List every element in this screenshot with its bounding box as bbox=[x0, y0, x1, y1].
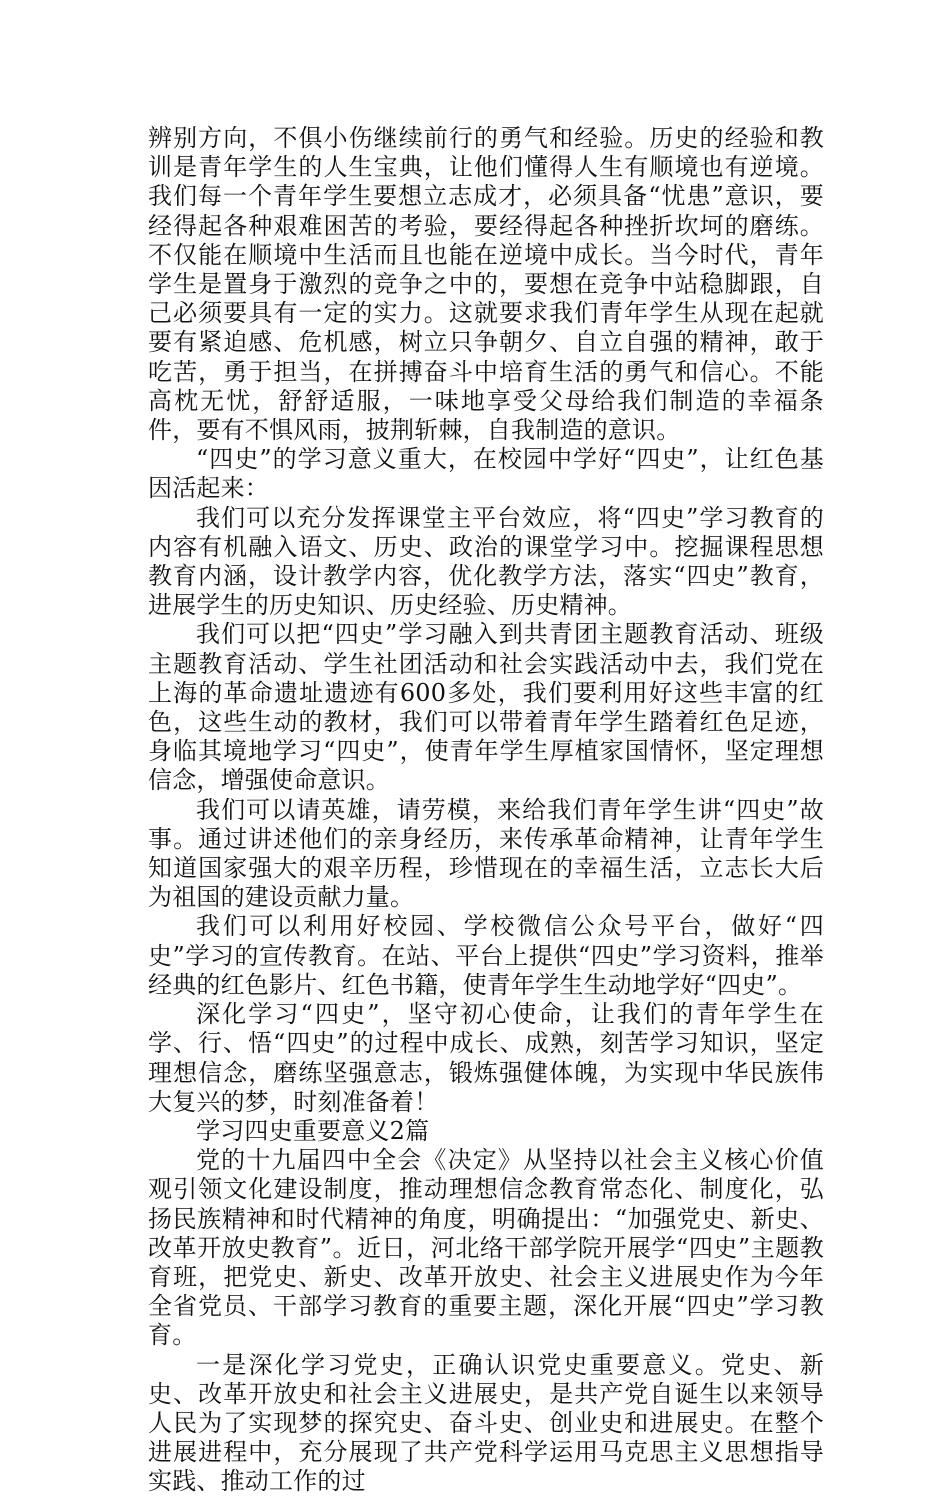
paragraph-classroom: 我们可以充分发挥课堂主平台效应，将“四史”学习教育的内容有机融入语文、历史、政治的课堂学习中。挖掘课程思想教育内涵，设计教学内容，优化教学方法，落实“四史”教育，进展学生的历史知识、历史经验、历史精神。 bbox=[148, 503, 824, 620]
paragraph-significance-intro: “四史”的学习意义重大，在校园中学好“四史”，让红色基因活起来： bbox=[148, 445, 824, 503]
paragraph-continuation: 辨别方向，不俱小伤继续前行的勇气和经验。历史的经验和教训是青年学生的人生宝典，让他们懂得人生有顺境也有逆境。我们每一个青年学生要想立志成才，必须具备“忧患”意识，要经得起各种艰难困苦的考验，要经得起各种挫折坎坷的磨练。不仅能在顺境中生活而且也能在逆境中成长。当今时代，青年学生是置身于激烈的竞争之中的，要想在竞争中站稳脚跟，自己必须要具有一定的实力。这就要求我们青年学生从现在起就要有紧迫感、危机感，树立只争朝夕、自立自强的精神，敢于吃苦，勇于担当，在拼搏奋斗中培育生活的勇气和信心。不能高枕无忧，舒舒适服，一味地享受父母给我们制造的幸福条件，要有不惧风雨，披荆斩棘，自我制造的意识。 bbox=[148, 124, 824, 445]
paragraph-decision: 党的十九届四中全会《决定》从坚持以社会主义核心价值观引领文化建设制度，推动理想信念教育常态化、制度化，弘扬民族精神和时代精神的角度，明确提出：“加强党史、新史、改革开放史教育”。近日，河北络干部学院开展学“四史”主题教育班，把党史、新史、改革开放史、社会主义进展史作为今年全省党员、干部学习教育的重要主题，深化开展“四史”学习教育。 bbox=[148, 1146, 824, 1350]
paragraph-point-one: 一是深化学习党史，正确认识党史重要意义。党史、新史、改革开放史和社会主义进展史，是共产党自诞生以来领导人民为了实现梦的探究史、奋斗史、创业史和进展史。在整个进展进程中，充分展现了共产党科学运用马克思主义思想指导实践、推动工作的过 bbox=[148, 1350, 824, 1496]
paragraph-activities: 我们可以把“四史”学习融入到共青团主题教育活动、班级主题教育活动、学生社团活动和社会实践活动中去，我们党在上海的革命遗址遗迹有600多处，我们要利用好这些丰富的红色，这些生动的教材，我们可以带着青年学生踏着红色足迹，身临其境地学习“四史”，使青年学生厚植家国情怀，坚定理想信念，增强使命意识。 bbox=[148, 620, 824, 795]
paragraph-wechat-platform: 我们可以利用好校园、学校微信公众号平台，做好“四史”学习的宣传教育。在站、平台上提供“四史”学习资料，推举经典的红色影片、红色书籍，使青年学生生动地学好“四史”。 bbox=[148, 912, 824, 999]
paragraph-conclusion: 深化学习“四史”，坚守初心使命，让我们的青年学生在学、行、悟“四史”的过程中成长、成熟，刻苦学习知识，坚定理想信念，磨练坚强意志，锻炼强健体魄，为实现中华民族伟大复兴的梦，时刻准备着！ bbox=[148, 1000, 824, 1116]
section-heading: 学习四史重要意义2篇 bbox=[196, 1116, 430, 1145]
paragraph-heroes: 我们可以请英雄，请劳模，来给我们青年学生讲“四史”故事。通过讲述他们的亲身经历，来传承革命精神，让青年学生知道国家强大的艰辛历程，珍惜现在的幸福生活，立志长大后为祖国的建设贡献力量。 bbox=[148, 795, 824, 912]
document-body bbox=[148, 124, 824, 1497]
